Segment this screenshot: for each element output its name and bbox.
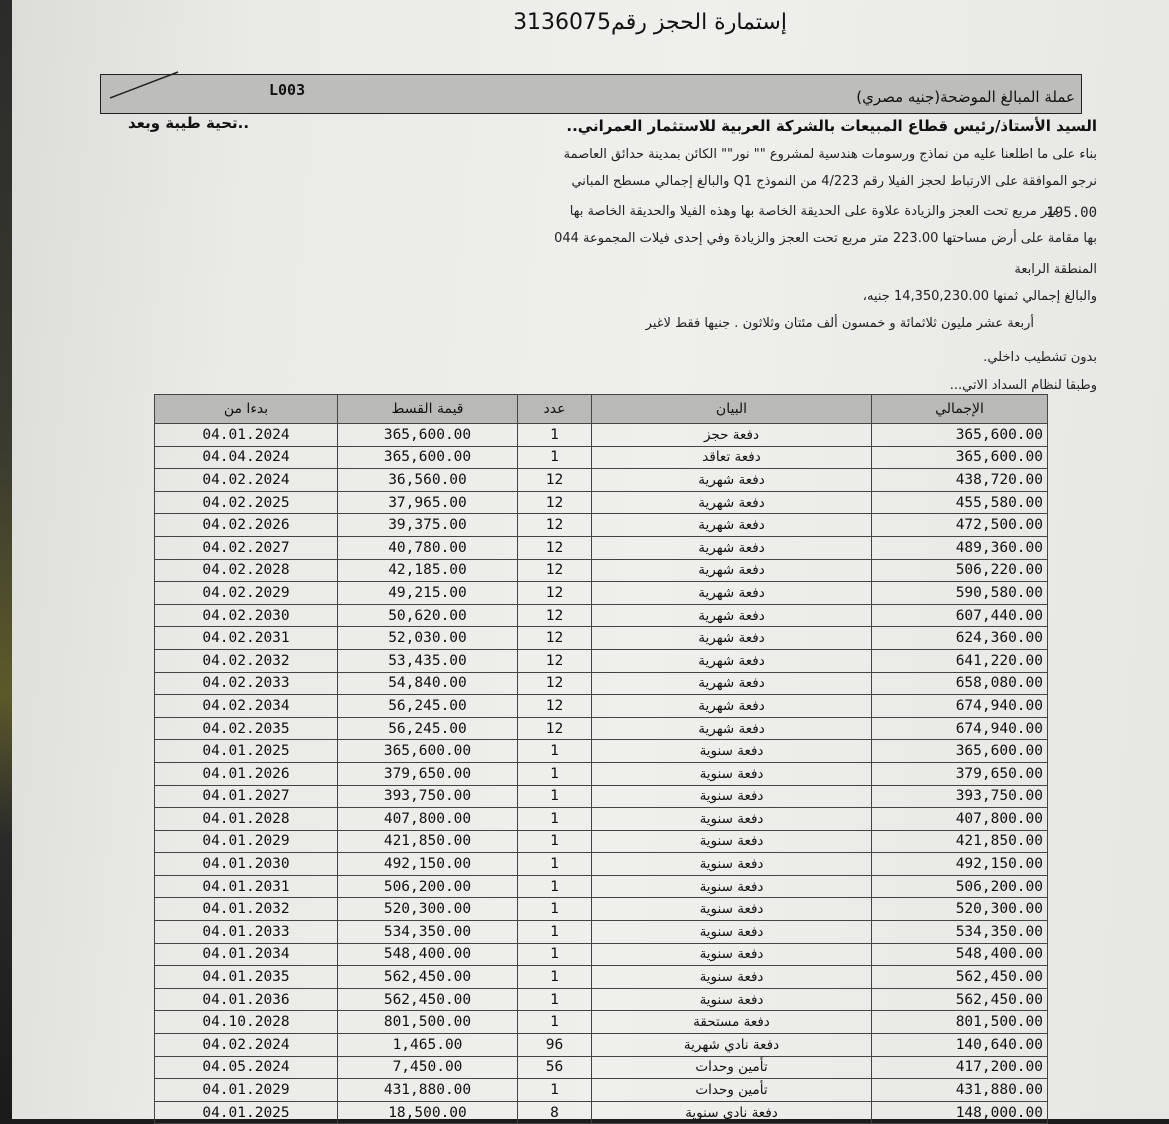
start-date-cell: 04.01.2033: [155, 921, 338, 944]
description-cell: دفعة سنوية: [592, 808, 872, 831]
table-row: [155, 491, 1048, 514]
description-cell: دفعة سنوية: [592, 966, 872, 989]
description-cell: دفعة سنوية: [592, 898, 872, 921]
total-cell: 534,350.00: [872, 921, 1048, 944]
count-cell: 1: [518, 762, 592, 785]
total-cell: 421,850.00: [872, 830, 1048, 853]
count-cell: 1: [518, 966, 592, 989]
total-cell: 407,800.00: [872, 808, 1048, 831]
count-cell: 1: [518, 988, 592, 1011]
total-cell: 562,450.00: [872, 966, 1048, 989]
total-cell: 455,580.00: [872, 491, 1048, 514]
installment-value-cell: 431,880.00: [338, 1079, 518, 1102]
description-cell: دفعة سنوية: [592, 762, 872, 785]
total-cell: 431,880.00: [872, 1079, 1048, 1102]
description-cell: دفعة شهرية: [592, 717, 872, 740]
table-row: [155, 921, 1048, 944]
installment-value-cell: 36,560.00: [338, 469, 518, 492]
description-cell: دفعة شهرية: [592, 604, 872, 627]
start-date-cell: 04.02.2032: [155, 649, 338, 672]
total-cell: 438,720.00: [872, 469, 1048, 492]
table-row: [155, 740, 1048, 763]
greeting-line: تحية طيبة وبعد..: [128, 114, 250, 132]
description-cell: دفعة شهرية: [592, 469, 872, 492]
price-in-words-line: أربعة عشر مليون ثلاثمائة و خمسون ألف مئتان وثلاثون . جنيها فقط لاغير: [645, 316, 1034, 331]
body-line-1: بناء على ما اطلعنا عليه من نماذج ورسومات هندسية لمشروع "" نور"" الكائن بمدينة حدائق العاصمة: [563, 147, 1097, 162]
total-cell: 607,440.00: [872, 604, 1048, 627]
installment-value-cell: 379,650.00: [338, 762, 518, 785]
start-date-cell: 04.01.2035: [155, 966, 338, 989]
count-cell: 12: [518, 491, 592, 514]
start-date-cell: 04.02.2035: [155, 717, 338, 740]
table-row: [155, 672, 1048, 695]
currency-label: عملة المبالغ الموضحة(جنيه مصري): [856, 88, 1075, 106]
installment-value-cell: 365,600.00: [338, 446, 518, 469]
header-description: البيان: [592, 395, 872, 424]
description-cell: دفعة شهرية: [592, 536, 872, 559]
start-date-cell: 04.02.2026: [155, 514, 338, 537]
installment-value-cell: 534,350.00: [338, 921, 518, 944]
total-cell: 801,500.00: [872, 1011, 1048, 1034]
table-row: [155, 446, 1048, 469]
table-row: [155, 536, 1048, 559]
start-date-cell: 04.01.2030: [155, 853, 338, 876]
table-row: [155, 559, 1048, 582]
description-cell: دفعة شهرية: [592, 649, 872, 672]
description-cell: دفعة شهرية: [592, 491, 872, 514]
count-cell: 12: [518, 672, 592, 695]
description-cell: دفعة سنوية: [592, 830, 872, 853]
installment-value-cell: 7,450.00: [338, 1056, 518, 1079]
installment-value-cell: 54,840.00: [338, 672, 518, 695]
total-cell: 674,940.00: [872, 717, 1048, 740]
installment-value-cell: 562,450.00: [338, 966, 518, 989]
count-cell: 1: [518, 853, 592, 876]
addressee-line: السيد الأستاذ/رئيس قطاع المبيعات بالشركة العربية للاستثمار العمراني..: [566, 117, 1097, 135]
installment-value-cell: 52,030.00: [338, 627, 518, 650]
payment-system-line: وطبقا لنظام السداد الاتي...: [949, 378, 1097, 393]
count-cell: 12: [518, 514, 592, 537]
description-cell: دفعة حجز: [592, 424, 872, 447]
table-row: [155, 469, 1048, 492]
description-cell: دفعة شهرية: [592, 695, 872, 718]
description-cell: دفعة تعاقد: [592, 446, 872, 469]
installment-value-cell: 801,500.00: [338, 1011, 518, 1034]
total-cell: 520,300.00: [872, 898, 1048, 921]
table-row: [155, 1011, 1048, 1034]
count-cell: 12: [518, 469, 592, 492]
description-cell: دفعة سنوية: [592, 943, 872, 966]
description-cell: دفعة شهرية: [592, 559, 872, 582]
start-date-cell: 04.01.2027: [155, 785, 338, 808]
count-cell: 1: [518, 808, 592, 831]
description-cell: دفعة شهرية: [592, 672, 872, 695]
table-row: [155, 762, 1048, 785]
built-area-value: 195.00: [1046, 205, 1097, 221]
description-cell: تأمين وحدات: [592, 1056, 872, 1079]
table-row: [155, 424, 1048, 447]
count-cell: 12: [518, 559, 592, 582]
count-cell: 1: [518, 898, 592, 921]
table-row: [155, 627, 1048, 650]
total-cell: 641,220.00: [872, 649, 1048, 672]
count-cell: 1: [518, 943, 592, 966]
installment-value-cell: 37,965.00: [338, 491, 518, 514]
installment-value-cell: 49,215.00: [338, 582, 518, 605]
installment-value-cell: 53,435.00: [338, 649, 518, 672]
table-row: [155, 717, 1048, 740]
start-date-cell: 04.04.2024: [155, 446, 338, 469]
total-cell: 393,750.00: [872, 785, 1048, 808]
description-cell: دفعة سنوية: [592, 875, 872, 898]
count-cell: 12: [518, 582, 592, 605]
installment-value-cell: 18,500.00: [338, 1101, 518, 1124]
body-line-5: المنطقة الرابعة: [1014, 262, 1097, 277]
start-date-cell: 04.01.2029: [155, 830, 338, 853]
start-date-cell: 04.02.2025: [155, 491, 338, 514]
count-cell: 1: [518, 1079, 592, 1102]
count-cell: 1: [518, 875, 592, 898]
start-date-cell: 04.01.2028: [155, 808, 338, 831]
description-cell: تأمين وحدات: [592, 1079, 872, 1102]
description-cell: دفعة سنوية: [592, 921, 872, 944]
total-cell: 472,500.00: [872, 514, 1048, 537]
start-date-cell: 04.02.2029: [155, 582, 338, 605]
count-cell: 12: [518, 695, 592, 718]
installment-value-cell: 365,600.00: [338, 424, 518, 447]
header-start-date: بدءا من: [155, 395, 338, 424]
count-cell: 8: [518, 1101, 592, 1124]
start-date-cell: 04.02.2031: [155, 627, 338, 650]
start-date-cell: 04.02.2033: [155, 672, 338, 695]
table-row: [155, 966, 1048, 989]
start-date-cell: 04.01.2026: [155, 762, 338, 785]
start-date-cell: 04.01.2024: [155, 424, 338, 447]
installment-value-cell: 365,600.00: [338, 740, 518, 763]
start-date-cell: 04.05.2024: [155, 1056, 338, 1079]
description-cell: دفعة نادي سنوية: [592, 1101, 872, 1124]
installment-value-cell: 56,245.00: [338, 695, 518, 718]
count-cell: 1: [518, 785, 592, 808]
total-cell: 590,580.00: [872, 582, 1048, 605]
table-row: [155, 875, 1048, 898]
count-cell: 12: [518, 604, 592, 627]
table-row: [155, 1034, 1048, 1057]
total-price-line: والبالغ إجمالي ثمنها 14,350,230.00 جنيه،: [862, 289, 1097, 304]
count-cell: 12: [518, 649, 592, 672]
table-row: [155, 943, 1048, 966]
count-cell: 96: [518, 1034, 592, 1057]
table-row: [155, 988, 1048, 1011]
total-cell: 489,360.00: [872, 536, 1048, 559]
total-cell: 624,360.00: [872, 627, 1048, 650]
body-line-4: بها مقامة على أرض مساحتها 223.00 متر مربع تحت العجز والزيادة وفي إحدى فيلات المجموعة 044: [554, 231, 1097, 246]
total-cell: 365,600.00: [872, 424, 1048, 447]
body-line-2: نرجو الموافقة على الارتباط لحجز الفيلا رقم 4/223 من النموذج Q1 والبالغ إجمالي مسطح المباني: [571, 174, 1097, 189]
pen-strike-mark: [108, 70, 188, 100]
installment-value-cell: 42,185.00: [338, 559, 518, 582]
total-cell: 417,200.00: [872, 1056, 1048, 1079]
total-cell: 674,940.00: [872, 695, 1048, 718]
body-line-3: متر مربع تحت العجز والزيادة علاوة على الحديقة الخاصة بها وهذه الفيلا والحديقة الخاصة بها: [569, 204, 1059, 219]
start-date-cell: 04.01.2031: [155, 875, 338, 898]
description-cell: دفعة مستحقة: [592, 1011, 872, 1034]
count-cell: 1: [518, 740, 592, 763]
installment-value-cell: 520,300.00: [338, 898, 518, 921]
start-date-cell: 04.01.2034: [155, 943, 338, 966]
header-count: عدد: [518, 395, 592, 424]
start-date-cell: 04.10.2028: [155, 1011, 338, 1034]
currency-header-bar: [100, 74, 1082, 114]
start-date-cell: 04.01.2032: [155, 898, 338, 921]
description-cell: دفعة شهرية: [592, 627, 872, 650]
table-row: [155, 695, 1048, 718]
installment-value-cell: 393,750.00: [338, 785, 518, 808]
table-row: [155, 898, 1048, 921]
installment-value-cell: 492,150.00: [338, 853, 518, 876]
count-cell: 12: [518, 717, 592, 740]
count-cell: 1: [518, 424, 592, 447]
total-cell: 548,400.00: [872, 943, 1048, 966]
total-cell: 365,600.00: [872, 740, 1048, 763]
start-date-cell: 04.02.2030: [155, 604, 338, 627]
total-cell: 562,450.00: [872, 988, 1048, 1011]
table-row: [155, 1101, 1048, 1124]
header-installment-value: قيمة القسط: [338, 395, 518, 424]
total-cell: 506,220.00: [872, 559, 1048, 582]
table-row: [155, 514, 1048, 537]
start-date-cell: 04.01.2036: [155, 988, 338, 1011]
installment-value-cell: 562,450.00: [338, 988, 518, 1011]
start-date-cell: 04.02.2024: [155, 469, 338, 492]
start-date-cell: 04.02.2034: [155, 695, 338, 718]
payment-schedule-table: [154, 394, 1048, 1124]
table-row: [155, 604, 1048, 627]
installment-value-cell: 1,465.00: [338, 1034, 518, 1057]
header-total: الإجمالي: [872, 395, 1048, 424]
form-title: إستمارة الحجز رقم3136075: [513, 10, 787, 35]
total-cell: 365,600.00: [872, 446, 1048, 469]
table-row: [155, 808, 1048, 831]
table-header-row: [155, 395, 1048, 424]
table-row: [155, 1079, 1048, 1102]
table-row: [155, 649, 1048, 672]
total-cell: 492,150.00: [872, 853, 1048, 876]
description-cell: دفعة سنوية: [592, 988, 872, 1011]
finishing-note-line: بدون تشطيب داخلي.: [983, 350, 1097, 365]
start-date-cell: 04.01.2029: [155, 1079, 338, 1102]
total-cell: 506,200.00: [872, 875, 1048, 898]
count-cell: 1: [518, 1011, 592, 1034]
count-cell: 56: [518, 1056, 592, 1079]
count-cell: 12: [518, 536, 592, 559]
installment-value-cell: 407,800.00: [338, 808, 518, 831]
installment-value-cell: 56,245.00: [338, 717, 518, 740]
table-row: [155, 582, 1048, 605]
table-row: [155, 785, 1048, 808]
start-date-cell: 04.01.2025: [155, 740, 338, 763]
installment-value-cell: 39,375.00: [338, 514, 518, 537]
description-cell: دفعة شهرية: [592, 582, 872, 605]
description-cell: دفعة شهرية: [592, 514, 872, 537]
description-cell: دفعة نادي شهرية: [592, 1034, 872, 1057]
start-date-cell: 04.02.2027: [155, 536, 338, 559]
total-cell: 379,650.00: [872, 762, 1048, 785]
count-cell: 12: [518, 627, 592, 650]
count-cell: 1: [518, 830, 592, 853]
unit-code: L003: [269, 81, 306, 99]
table-row: [155, 830, 1048, 853]
table-row: [155, 853, 1048, 876]
start-date-cell: 04.01.2025: [155, 1101, 338, 1124]
count-cell: 1: [518, 921, 592, 944]
table-row: [155, 1056, 1048, 1079]
installment-value-cell: 50,620.00: [338, 604, 518, 627]
description-cell: دفعة سنوية: [592, 853, 872, 876]
description-cell: دفعة سنوية: [592, 740, 872, 763]
total-cell: 658,080.00: [872, 672, 1048, 695]
count-cell: 1: [518, 446, 592, 469]
description-cell: دفعة سنوية: [592, 785, 872, 808]
installment-value-cell: 40,780.00: [338, 536, 518, 559]
start-date-cell: 04.02.2024: [155, 1034, 338, 1057]
total-cell: 140,640.00: [872, 1034, 1048, 1057]
total-cell: 148,000.00: [872, 1101, 1048, 1124]
installment-value-cell: 506,200.00: [338, 875, 518, 898]
start-date-cell: 04.02.2028: [155, 559, 338, 582]
installment-value-cell: 548,400.00: [338, 943, 518, 966]
installment-value-cell: 421,850.00: [338, 830, 518, 853]
